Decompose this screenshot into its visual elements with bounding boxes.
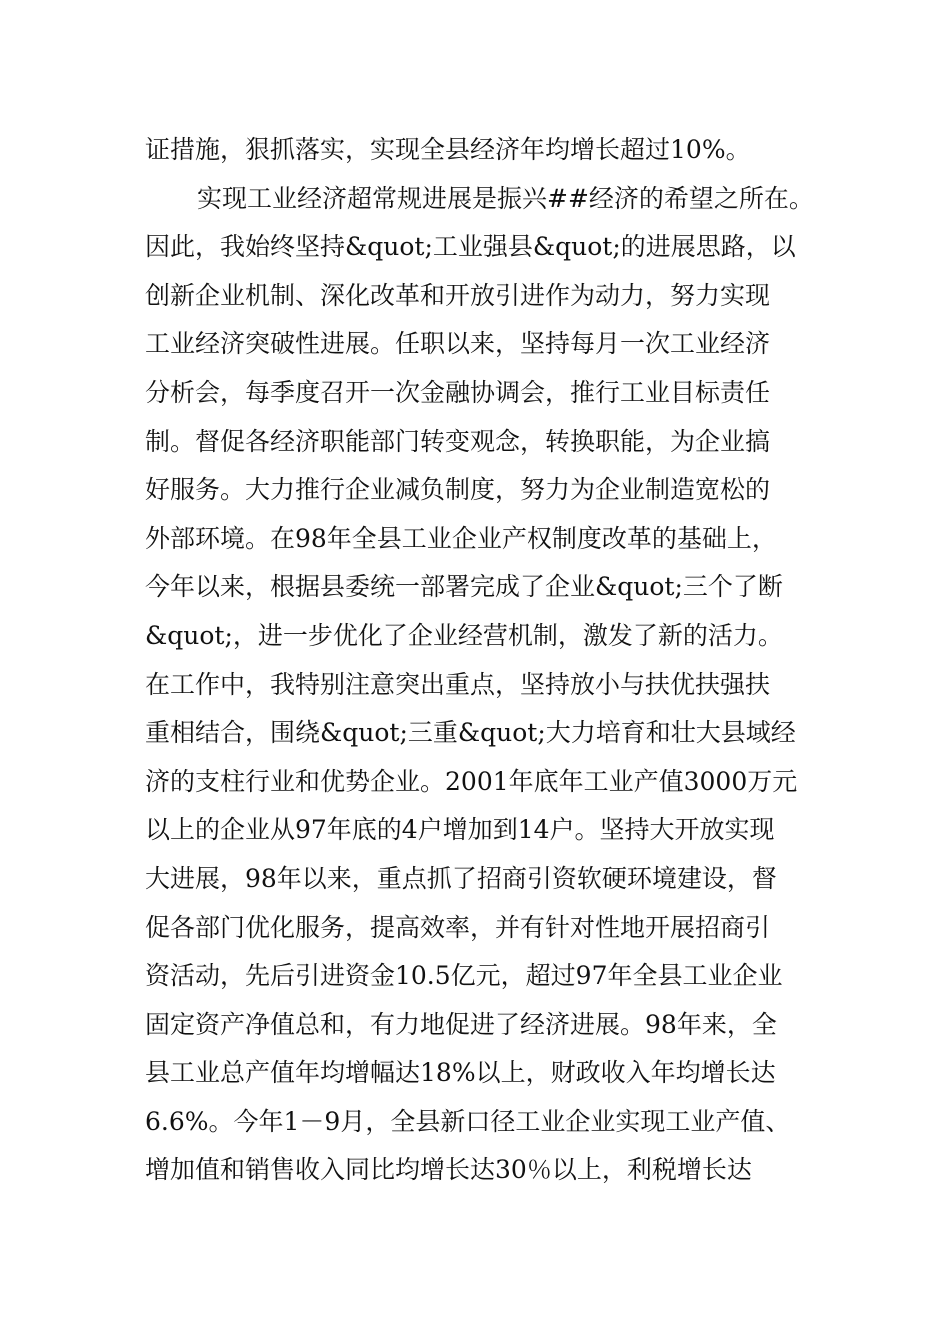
text-line: 以上的企业从97年底的4户增加到14户。坚持大开放实现 xyxy=(145,815,775,845)
text-line: &quot;，进一步优化了企业经营机制，激发了新的活力。 xyxy=(145,620,783,650)
text-line: 济的支柱行业和优势企业。2001年底年工业产值3000万元 xyxy=(145,766,798,796)
text-line: 在工作中，我特别注意突出重点，坚持放小与扶优扶强扶 xyxy=(145,669,771,699)
text-line: 今年以来，根据县委统一部署完成了企业&quot;三个了断 xyxy=(145,572,783,602)
text-line: 资活动，先后引进资金10.5亿元，超过97年全县工业企业 xyxy=(145,961,783,991)
text-line: 重相结合，围绕&quot;三重&quot;大力培育和壮大县域经 xyxy=(145,718,796,748)
text-line: 大进展，98年以来，重点抓了招商引资软硬环境建设，督 xyxy=(145,863,777,893)
text-line: 分析会，每季度召开一次金融协调会，推行工业目标责任 xyxy=(145,377,771,407)
text-line: 促各部门优化服务，提高效率，并有针对性地开展招商引 xyxy=(145,912,771,942)
text-line: 6.6%。今年1－9月，全县新口径工业企业实现工业产值、 xyxy=(145,1106,791,1136)
text-line: 创新企业机制、深化改革和开放引进作为动力，努力实现 xyxy=(145,280,771,310)
paragraph-first-line: 实现工业经济超常规进展是振兴##经济的希望之所在。 xyxy=(197,183,814,213)
text-line: 工业经济突破性进展。任职以来，坚持每月一次工业经济 xyxy=(145,329,771,359)
text-line: 证措施，狠抓落实，实现全县经济年均增长超过10%。 xyxy=(145,135,751,164)
text-line: 县工业总产值年均增幅达18%以上，财政收入年均增长达 xyxy=(145,1058,776,1088)
text-line: 外部环境。在98年全县工业企业产权制度改革的基础上， xyxy=(145,523,777,553)
text-line: 好服务。大力推行企业减负制度，努力为企业制造宽松的 xyxy=(145,475,771,505)
text-line: 增加值和销售收入同比均增长达30％以上，利税增长达 xyxy=(145,1155,752,1185)
text-line: 固定资产净值总和，有力地促进了经济进展。98年来，全 xyxy=(145,1009,777,1039)
text-line: 制。督促各经济职能部门转变观念，转换职能，为企业搞 xyxy=(145,426,771,456)
body-text xyxy=(145,126,845,1195)
text-line: 因此，我始终坚持&quot;工业强县&quot;的进展思路，以 xyxy=(145,232,796,262)
